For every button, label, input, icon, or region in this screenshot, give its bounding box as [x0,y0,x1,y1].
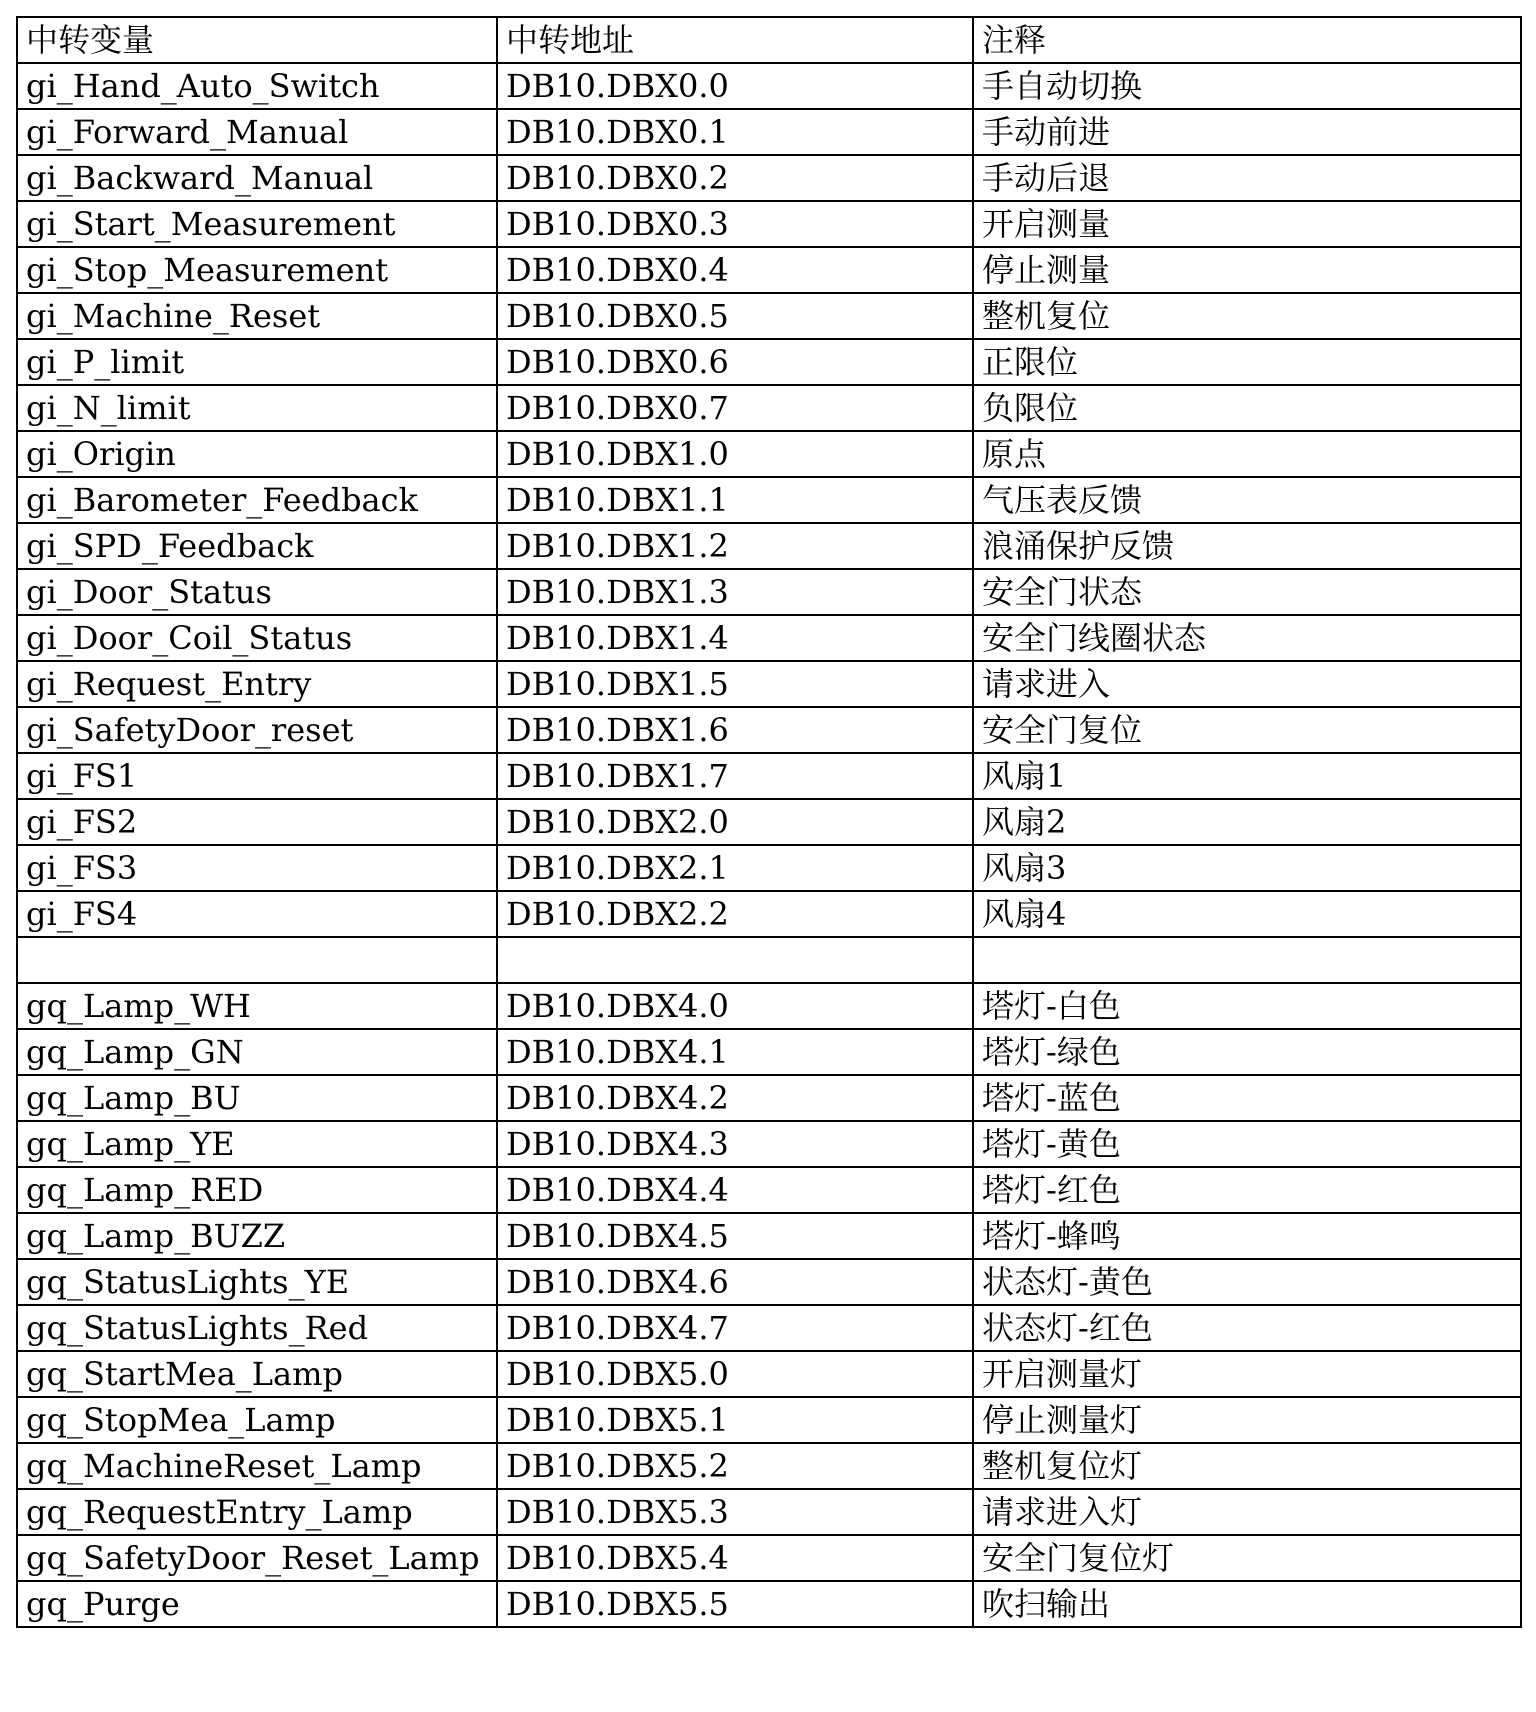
cell-variable: gi_N_limit [17,385,497,431]
cell-address: DB10.DBX5.2 [497,1443,973,1489]
cell-address: DB10.DBX1.6 [497,707,973,753]
cell-comment: 整机复位 [973,293,1521,339]
cell-variable: gq_MachineReset_Lamp [17,1443,497,1489]
cell-variable: gi_Hand_Auto_Switch [17,63,497,109]
cell-variable: gi_FS3 [17,845,497,891]
cell-variable: gq_RequestEntry_Lamp [17,1489,497,1535]
cell-variable: gi_Door_Status [17,569,497,615]
cell-variable: gq_Purge [17,1581,497,1627]
cell-address: DB10.DBX1.7 [497,753,973,799]
table-row [17,1213,1521,1259]
table-row [17,1259,1521,1305]
table-row [17,1029,1521,1075]
table-row [17,1397,1521,1443]
cell-address: DB10.DBX0.7 [497,385,973,431]
cell-address: DB10.DBX0.0 [497,63,973,109]
cell-variable: gq_StartMea_Lamp [17,1351,497,1397]
cell-variable [17,937,497,983]
table-row [17,293,1521,339]
cell-variable: gi_Door_Coil_Status [17,615,497,661]
cell-variable: gi_FS2 [17,799,497,845]
cell-address: DB10.DBX0.3 [497,201,973,247]
cell-comment: 塔灯-红色 [973,1167,1521,1213]
table-row [17,1075,1521,1121]
cell-variable: gq_StatusLights_YE [17,1259,497,1305]
table-row [17,1305,1521,1351]
table-row [17,845,1521,891]
cell-address: DB10.DBX1.5 [497,661,973,707]
cell-comment: 风扇3 [973,845,1521,891]
table-row [17,109,1521,155]
cell-variable: gi_SafetyDoor_reset [17,707,497,753]
cell-comment: 塔灯-绿色 [973,1029,1521,1075]
cell-comment: 状态灯-红色 [973,1305,1521,1351]
table-row [17,1351,1521,1397]
cell-variable: gi_Barometer_Feedback [17,477,497,523]
cell-address: DB10.DBX0.2 [497,155,973,201]
cell-address: DB10.DBX5.4 [497,1535,973,1581]
cell-address: DB10.DBX2.2 [497,891,973,937]
cell-address: DB10.DBX2.1 [497,845,973,891]
cell-comment: 塔灯-黄色 [973,1121,1521,1167]
variable-address-table [16,16,1522,1628]
cell-address: DB10.DBX0.5 [497,293,973,339]
cell-comment: 浪涌保护反馈 [973,523,1521,569]
cell-address: DB10.DBX4.7 [497,1305,973,1351]
table-row [17,569,1521,615]
cell-comment: 风扇4 [973,891,1521,937]
cell-comment: 停止测量 [973,247,1521,293]
cell-variable: gi_Stop_Measurement [17,247,497,293]
cell-comment: 塔灯-白色 [973,983,1521,1029]
table-row [17,615,1521,661]
cell-address: DB10.DBX4.4 [497,1167,973,1213]
cell-variable: gi_Request_Entry [17,661,497,707]
cell-comment: 风扇1 [973,753,1521,799]
cell-address: DB10.DBX4.0 [497,983,973,1029]
table-row [17,477,1521,523]
cell-variable: gq_StopMea_Lamp [17,1397,497,1443]
cell-address: DB10.DBX4.1 [497,1029,973,1075]
cell-address: DB10.DBX0.1 [497,109,973,155]
table-row [17,247,1521,293]
cell-variable: gi_FS1 [17,753,497,799]
cell-comment: 塔灯-蜂鸣 [973,1213,1521,1259]
cell-address: DB10.DBX5.5 [497,1581,973,1627]
cell-variable: gq_Lamp_GN [17,1029,497,1075]
cell-variable: gq_Lamp_WH [17,983,497,1029]
cell-address: DB10.DBX4.2 [497,1075,973,1121]
table-row [17,753,1521,799]
table-row [17,1167,1521,1213]
cell-address: DB10.DBX4.5 [497,1213,973,1259]
cell-address: DB10.DBX0.6 [497,339,973,385]
table-row [17,431,1521,477]
cell-variable: gq_StatusLights_Red [17,1305,497,1351]
variable-table-sheet [16,16,1520,1628]
table-row [17,799,1521,845]
cell-variable: gi_Forward_Manual [17,109,497,155]
cell-comment: 风扇2 [973,799,1521,845]
table-row [17,661,1521,707]
header-row [17,17,1521,63]
cell-comment: 手自动切换 [973,63,1521,109]
cell-address: DB10.DBX5.0 [497,1351,973,1397]
cell-variable: gi_Origin [17,431,497,477]
cell-comment: 气压表反馈 [973,477,1521,523]
header-comment: 注释 [973,17,1521,63]
cell-variable: gq_Lamp_BUZZ [17,1213,497,1259]
table-row [17,1121,1521,1167]
cell-comment: 吹扫输出 [973,1581,1521,1627]
cell-address: DB10.DBX2.0 [497,799,973,845]
table-row [17,1443,1521,1489]
cell-address: DB10.DBX1.4 [497,615,973,661]
cell-address [497,937,973,983]
cell-comment: 安全门线圈状态 [973,615,1521,661]
cell-variable: gi_Backward_Manual [17,155,497,201]
cell-comment: 开启测量 [973,201,1521,247]
table-row [17,339,1521,385]
table-row [17,523,1521,569]
table-row [17,983,1521,1029]
cell-address: DB10.DBX0.4 [497,247,973,293]
cell-comment: 安全门状态 [973,569,1521,615]
cell-comment: 安全门复位 [973,707,1521,753]
table-row [17,937,1521,983]
table-row [17,1581,1521,1627]
cell-variable: gq_Lamp_YE [17,1121,497,1167]
cell-variable: gq_Lamp_BU [17,1075,497,1121]
cell-comment: 停止测量灯 [973,1397,1521,1443]
table-row [17,1489,1521,1535]
cell-comment: 原点 [973,431,1521,477]
cell-comment: 塔灯-蓝色 [973,1075,1521,1121]
cell-comment [973,937,1521,983]
cell-address: DB10.DBX4.6 [497,1259,973,1305]
header-variable: 中转变量 [17,17,497,63]
cell-variable: gi_Start_Measurement [17,201,497,247]
cell-comment: 开启测量灯 [973,1351,1521,1397]
table-row [17,1535,1521,1581]
table-row [17,707,1521,753]
table-row [17,201,1521,247]
cell-address: DB10.DBX5.1 [497,1397,973,1443]
table-row [17,385,1521,431]
cell-comment: 手动前进 [973,109,1521,155]
cell-variable: gi_FS4 [17,891,497,937]
cell-address: DB10.DBX5.3 [497,1489,973,1535]
cell-comment: 请求进入 [973,661,1521,707]
cell-address: DB10.DBX1.3 [497,569,973,615]
table-row [17,63,1521,109]
cell-comment: 整机复位灯 [973,1443,1521,1489]
cell-comment: 手动后退 [973,155,1521,201]
cell-address: DB10.DBX1.1 [497,477,973,523]
cell-variable: gi_P_limit [17,339,497,385]
cell-variable: gq_Lamp_RED [17,1167,497,1213]
cell-comment: 状态灯-黄色 [973,1259,1521,1305]
cell-variable: gi_Machine_Reset [17,293,497,339]
cell-address: DB10.DBX4.3 [497,1121,973,1167]
table-row [17,155,1521,201]
cell-variable: gq_SafetyDoor_Reset_Lamp [17,1535,497,1581]
cell-variable: gi_SPD_Feedback [17,523,497,569]
cell-address: DB10.DBX1.2 [497,523,973,569]
cell-comment: 请求进入灯 [973,1489,1521,1535]
table-row [17,891,1521,937]
cell-address: DB10.DBX1.0 [497,431,973,477]
header-address: 中转地址 [497,17,973,63]
cell-comment: 负限位 [973,385,1521,431]
cell-comment: 安全门复位灯 [973,1535,1521,1581]
cell-comment: 正限位 [973,339,1521,385]
table-body [17,17,1521,1627]
